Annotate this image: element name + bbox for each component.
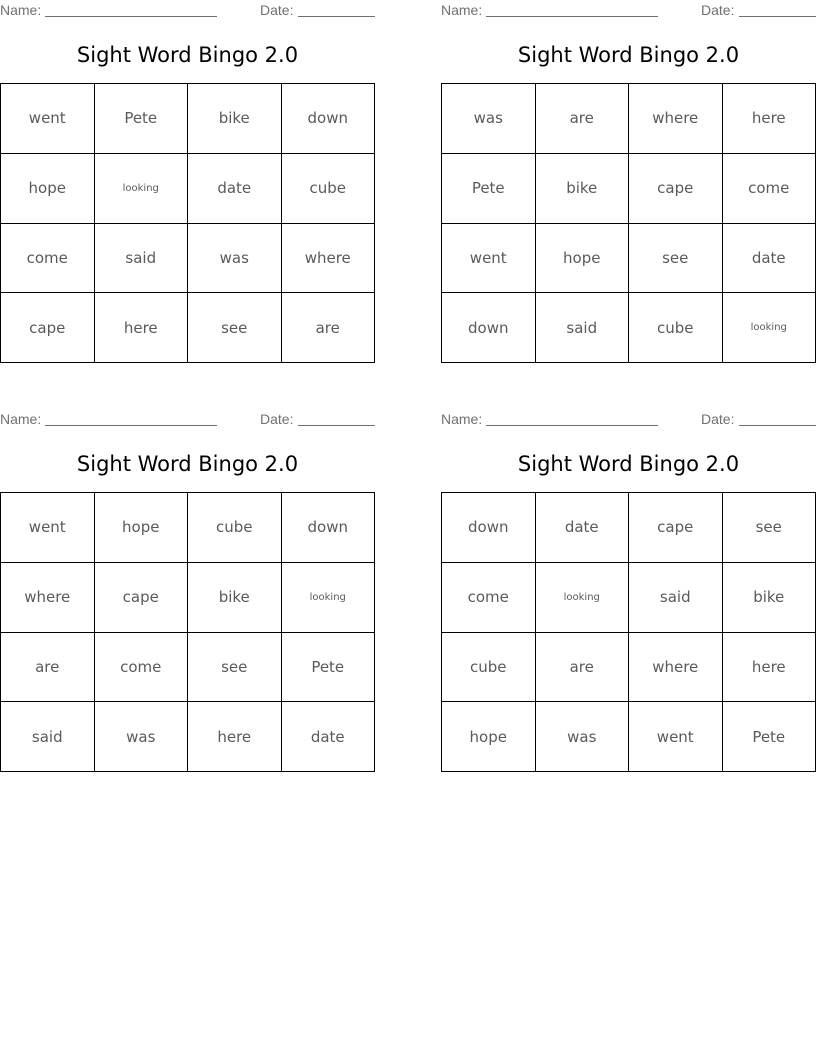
bingo-cell: bike [536,154,630,224]
bingo-cell: was [442,84,536,154]
bingo-cell: see [723,493,816,563]
bingo-cell: bike [188,84,282,154]
bingo-cell: cape [1,293,95,363]
bingo-cell: see [188,293,282,363]
card-title: Sight Word Bingo 2.0 [517,452,740,476]
bingo-cell: looking [536,563,630,633]
bingo-cell: here [723,633,816,703]
bingo-cell: went [629,702,723,772]
bingo-cell: looking [282,563,376,633]
bingo-cell: Pete [442,154,536,224]
bingo-cell: where [629,633,723,703]
name-blank-line [486,16,658,17]
bingo-cell: Pete [723,702,816,772]
date-label: Date: [701,411,735,427]
bingo-cell: here [188,702,282,772]
bingo-cell: come [723,154,816,224]
name-label: Name: [0,411,42,427]
bingo-cell: cube [442,633,536,703]
bingo-cell: where [629,84,723,154]
date-blank-line [298,16,375,17]
date-blank-line [739,16,816,17]
name-blank-line [45,425,217,426]
bingo-cell: date [282,702,376,772]
bingo-cell: hope [1,154,95,224]
bingo-card [0,0,375,380]
bingo-cell: said [536,293,630,363]
bingo-cell: where [282,224,376,294]
bingo-cell: are [282,293,376,363]
date-label: Date: [260,411,294,427]
bingo-cell: hope [536,224,630,294]
name-label: Name: [0,2,42,18]
bingo-grid [0,83,375,363]
bingo-cell: Pete [95,84,189,154]
bingo-cell: cape [629,493,723,563]
bingo-cell: looking [95,154,189,224]
bingo-cell: are [536,633,630,703]
bingo-cell: cape [629,154,723,224]
bingo-cell: date [723,224,816,294]
bingo-cell: said [1,702,95,772]
bingo-cell: cube [282,154,376,224]
date-label: Date: [260,2,294,18]
bingo-cell: cube [188,493,282,563]
bingo-cell: hope [95,493,189,563]
bingo-cell: down [282,84,376,154]
name-date-header [441,2,816,20]
bingo-cell: here [723,84,816,154]
name-date-header [0,411,375,429]
bingo-cell: come [1,224,95,294]
bingo-cell: said [629,563,723,633]
bingo-card [441,0,816,380]
bingo-cell: date [188,154,282,224]
bingo-cell: come [95,633,189,703]
bingo-cell: date [536,493,630,563]
bingo-cell: down [442,293,536,363]
card-title: Sight Word Bingo 2.0 [76,452,299,476]
bingo-cell: here [95,293,189,363]
bingo-grid [441,492,816,772]
name-label: Name: [441,2,483,18]
bingo-cell: come [442,563,536,633]
bingo-cell: went [442,224,536,294]
name-blank-line [45,16,217,17]
bingo-cell: cube [629,293,723,363]
bingo-cell: went [1,84,95,154]
card-title: Sight Word Bingo 2.0 [76,43,299,67]
bingo-cell: Pete [282,633,376,703]
bingo-grid [0,492,375,772]
bingo-cell: are [536,84,630,154]
bingo-cell: looking [723,293,816,363]
bingo-cell: was [95,702,189,772]
bingo-cell: down [442,493,536,563]
date-blank-line [739,425,816,426]
bingo-cell: went [1,493,95,563]
name-date-header [441,411,816,429]
bingo-cell: was [536,702,630,772]
bingo-cell: where [1,563,95,633]
name-blank-line [486,425,658,426]
name-label: Name: [441,411,483,427]
bingo-cell: bike [188,563,282,633]
bingo-cell: bike [723,563,816,633]
name-date-header [0,2,375,20]
bingo-cell: are [1,633,95,703]
bingo-card [441,409,816,789]
bingo-cell: see [188,633,282,703]
bingo-card [0,409,375,789]
date-blank-line [298,425,375,426]
bingo-cell: down [282,493,376,563]
bingo-cell: cape [95,563,189,633]
card-title: Sight Word Bingo 2.0 [517,43,740,67]
bingo-cell: hope [442,702,536,772]
bingo-cell: was [188,224,282,294]
bingo-cell: see [629,224,723,294]
bingo-cell: said [95,224,189,294]
bingo-grid [441,83,816,363]
date-label: Date: [701,2,735,18]
